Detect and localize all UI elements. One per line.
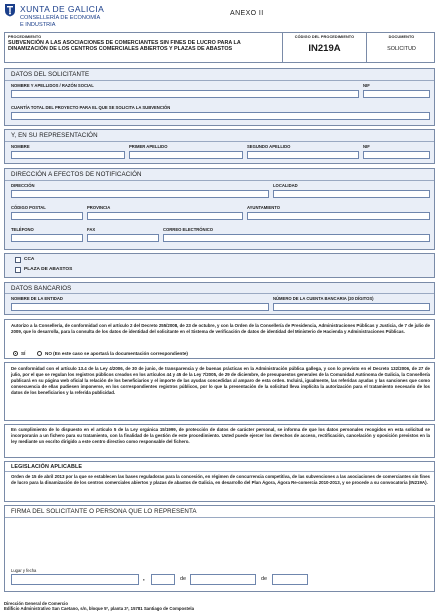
rep-nif-field[interactable] <box>363 151 430 159</box>
project-amount-field[interactable] <box>11 112 430 120</box>
legislation-text: Orden de 15 de abril 2013 por la que se establecen las bases reguladoras para la concesión, en régimen de concurrencia competitiva, de las subvenciones a las asociaciones de comerciantes sin fines de lucro para la dinamización de los centros comerciales abiertos y plazas de abastos de Galicia, en desarrollo del Plan Ágora, Ágora Re-comercia 2010-2013, y se procede a su convocatoria (IN219A). <box>11 474 430 486</box>
postal-code-label: CÓDIGO POSTAL <box>11 205 46 210</box>
data-protection-section <box>4 424 435 458</box>
notification-section-title: DIRECCIÓN A EFECTOS DE NOTIFICACIÓN <box>11 171 142 178</box>
cca-label: CCA <box>24 257 35 262</box>
phone-field[interactable] <box>11 234 83 242</box>
municipality-label: AYUNTAMIENTO <box>247 205 280 210</box>
plaza-abastos-label: PLAZA DE ABASTOS <box>24 267 73 272</box>
rep-name-field[interactable] <box>11 151 125 159</box>
procedure-code-label: CÓDIGO DEL PROCEDIMIENTO <box>294 35 355 39</box>
consent-no-label: NO (En este caso se aportará la documentación correspondiente) <box>45 351 188 356</box>
procedure-label: PROCEDIMIENTO <box>8 35 42 39</box>
consent-yes-label: SÍ <box>21 351 26 356</box>
procedure-code-cell <box>283 33 367 62</box>
org-dept-line2: E INDUSTRIA <box>20 22 56 29</box>
rep-surname1-field[interactable] <box>129 151 243 159</box>
address-label: DIRECCIÓN <box>11 183 35 188</box>
divider <box>5 293 434 294</box>
publicity-notice-text: De conformidad con el artículo 13.4 de la Ley 4/2006, de 30 de junio, de transparencia y de buenas prácticas en la Administración pública gallega, y con lo previsto en el Decreto 132/2006, de 27 de julio, por el que se regulan los registros públicos creados en los artículos 44 y 45 de la Ley 7/2005, de 29 de diciembre, de presupuestos generales de la Comunidad Autónoma de Galicia, la Consellería publicará en su página web oficial la relación de los beneficiarios y el importe de las ayudas concedidas al amparo de esta orden. Incluirá, igualmente, las referidas ayudas y las sanciones que como consecuencia de ellas pudiesen imponerse, en los correspondientes registros públicos, por lo que la presentación de la solicitud lleva implícita la autorización para el tratamiento necesario de los datos de los beneficiarios y la referida publicidad. <box>11 366 430 396</box>
representative-section-title: Y, EN SU REPRESENTACIÓN <box>11 132 98 139</box>
procedure-cell <box>5 33 283 62</box>
locality-label: LOCALIDAD <box>273 183 298 188</box>
procedure-code: IN219A <box>308 43 341 54</box>
municipality-field[interactable] <box>247 212 430 220</box>
postal-code-field[interactable] <box>11 212 83 220</box>
divider <box>5 180 434 181</box>
comma-separator: , <box>143 576 145 582</box>
province-label: PROVINCIA <box>87 205 111 210</box>
applicant-nif-label: NIF <box>363 83 370 88</box>
xunta-shield-icon <box>4 3 16 17</box>
place-field[interactable] <box>11 574 139 585</box>
org-name: XUNTA DE GALICIA <box>20 4 105 14</box>
applicant-section <box>4 68 435 126</box>
bank-entity-label: NOMBRE DE LA ENTIDAD <box>11 296 63 301</box>
consent-yes-radio[interactable] <box>13 351 18 356</box>
place-date-label: Lugar y fecha <box>11 568 37 573</box>
footer-line1: Dirección General de Comercio <box>4 601 68 606</box>
rep-nif-label: NIF <box>363 144 370 149</box>
phone-label: TELÉFONO <box>11 227 34 232</box>
divider <box>5 80 434 81</box>
procedure-box <box>4 32 435 63</box>
rep-surname1-label: PRIMER APELLIDO <box>129 144 168 149</box>
org-dept-line1: CONSELLERÍA DE ECONOMÍA <box>20 15 101 21</box>
entity-type-section <box>4 253 435 278</box>
publicity-notice-section <box>4 362 435 421</box>
divider <box>5 141 434 142</box>
day-field[interactable] <box>151 574 175 585</box>
document-type-cell <box>367 33 436 62</box>
de-label-1: de <box>180 576 187 582</box>
applicant-nif-field[interactable] <box>363 90 430 98</box>
notification-address-section <box>4 168 435 250</box>
fax-label: FAX <box>87 227 96 232</box>
email-label: CORREO ELECTRÓNICO <box>163 227 214 232</box>
project-amount-label: CUANTÍA TOTAL DEL PROYECTO PARA EL QUE SE SOLICITA LA SUBVENCIÓN <box>11 105 171 110</box>
plaza-abastos-checkbox[interactable] <box>15 267 21 273</box>
footer-line2: Edificio Administrativo San Caetano, s/n, bloque 5º, planta 3ª, 15781 Santiago de Compostela <box>4 606 194 612</box>
divider <box>5 471 434 472</box>
fax-field[interactable] <box>87 234 159 242</box>
applicant-section-title: DATOS DEL SOLICITANTE <box>11 71 90 78</box>
month-field[interactable] <box>190 574 256 585</box>
consent-section <box>4 319 435 359</box>
procedure-title: SUBVENCIÓN A LAS ASOCIACIONES DE COMERCIANTES SIN FINES DE LUCRO PARA LA DINAMIZACIÓN DE LOS CENTROS COMERCIALES ABIERTOS Y PLAZAS DE ABASTOS <box>8 40 241 53</box>
signature-section <box>4 505 435 592</box>
rep-name-label: NOMBRE <box>11 144 30 149</box>
consent-no-radio[interactable] <box>37 351 42 356</box>
document-header <box>4 3 435 32</box>
bank-entity-field[interactable] <box>11 303 269 311</box>
document-type: SOLICITUD <box>387 46 416 52</box>
data-protection-text: En cumplimiento de lo dispuesto en el artículo 5 de la Ley orgánica 15/1999, de protección de datos de carácter personal, se informa de que los datos personales recogidos en esta solicitud se incorporarán a un fichero para su tratamiento, con la finalidad de la gestión de este procedimiento. Usted puede ejercer los derechos de acceso, rectificación, cancelación y oposición previstos en la ley mediante un escrito dirigido a este centro directivo como responsable del fichero. <box>11 427 430 445</box>
representative-section <box>4 129 435 164</box>
bank-account-label: NÚMERO DE LA CUENTA BANCARIA (20 DÍGITOS) <box>273 296 374 301</box>
document-label: DOCUMENTO <box>388 35 415 39</box>
bank-details-section <box>4 282 435 315</box>
email-field[interactable] <box>163 234 430 242</box>
footer-address <box>4 601 194 612</box>
rep-surname2-field[interactable] <box>247 151 359 159</box>
consent-text: Autorizo a la Consellería, de conformidad con el artículo 2 del Decreto 255/2008, de 23 de octubre, y con la Orden de la Consellería de Presidencia, Administraciones Públicas y Justicia, de 7 de julio de 2009, que lo desarrolla, para la consulta de los datos de identidad del solicitante en el Sistema de verificación de datos de identidad del Ministerio de Hacienda y Administraciones Públicas. <box>11 323 430 335</box>
legislation-title: LEGISLACIÓN APLICABLE <box>11 464 83 470</box>
signature-title: FIRMA DEL SOLICITANTE O PERSONA QUE LO REPRESENTA <box>11 508 197 515</box>
organization-block <box>20 4 104 29</box>
locality-field[interactable] <box>273 190 430 198</box>
divider <box>5 517 434 518</box>
bank-account-field[interactable] <box>273 303 430 311</box>
legislation-section <box>4 461 435 502</box>
bank-section-title: DATOS BANCARIOS <box>11 285 72 292</box>
applicant-name-label: NOMBRE Y APELLIDOS / RAZÓN SOCIAL <box>11 83 94 88</box>
rep-surname2-label: SEGUNDO APELLIDO <box>247 144 291 149</box>
year-field[interactable] <box>272 574 308 585</box>
province-field[interactable] <box>87 212 243 220</box>
de-label-2: de <box>261 576 268 582</box>
cca-checkbox[interactable] <box>15 257 21 263</box>
address-field[interactable] <box>11 190 269 198</box>
anexo-label: ANEXO II <box>230 10 264 17</box>
applicant-name-field[interactable] <box>11 90 359 98</box>
